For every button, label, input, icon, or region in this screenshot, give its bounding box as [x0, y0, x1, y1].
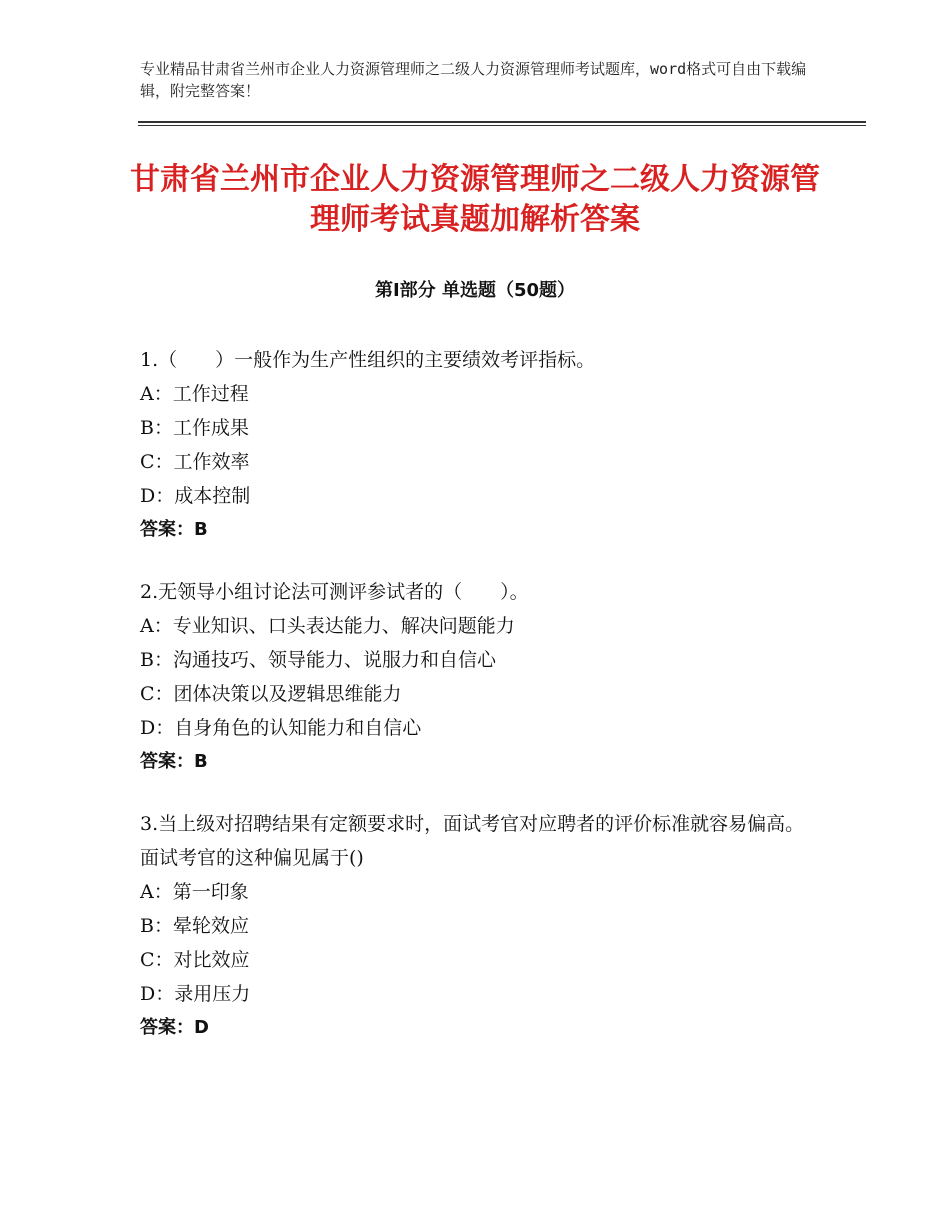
question-list: [140, 343, 820, 1073]
option-d: D：录用压力: [140, 983, 251, 1005]
question-stem: 1.（ ）一般作为生产性组织的主要绩效考评指标。: [140, 349, 596, 371]
option-c: C：团体决策以及逻辑思维能力: [140, 683, 402, 705]
answer: 答案：B: [140, 751, 208, 772]
question-3: [140, 807, 820, 1045]
header-rule-thin: [138, 125, 866, 126]
option-d: D：自身角色的认知能力和自信心: [140, 717, 422, 739]
question-1: [140, 343, 820, 547]
question-stem: 3.当上级对招聘结果有定额要求时，面试考官对应聘者的评价标准就容易偏高。面试考官的这种偏见属于(): [140, 813, 805, 869]
option-a: A：专业知识、口头表达能力、解决问题能力: [140, 615, 515, 637]
document-title: 甘肃省兰州市企业人力资源管理师之二级人力资源管理师考试真题加解析答案: [130, 162, 820, 237]
option-a: A：工作过程: [140, 383, 249, 405]
option-d: D：成本控制: [140, 485, 251, 507]
answer: 答案：D: [140, 1017, 209, 1038]
option-b: B：沟通技巧、领导能力、说服力和自信心: [140, 649, 496, 671]
option-c: C：对比效应: [140, 949, 250, 971]
answer: 答案：B: [140, 519, 208, 540]
option-b: B：晕轮效应: [140, 915, 249, 937]
header-rule-thick: [138, 121, 866, 123]
section-title: 第Ⅰ部分 单选题（50题）: [374, 280, 575, 301]
option-b: B：工作成果: [140, 417, 249, 439]
question-stem: 2.无领导小组讨论法可测评参试者的（ ）。: [140, 581, 529, 603]
option-a: A：第一印象: [140, 881, 249, 903]
question-2: [140, 575, 820, 779]
option-c: C：工作效率: [140, 451, 250, 473]
header-note: 专业精品甘肃省兰州市企业人力资源管理师之二级人力资源管理师考试题库，word格式可自由下载编辑，附完整答案！: [140, 60, 807, 100]
